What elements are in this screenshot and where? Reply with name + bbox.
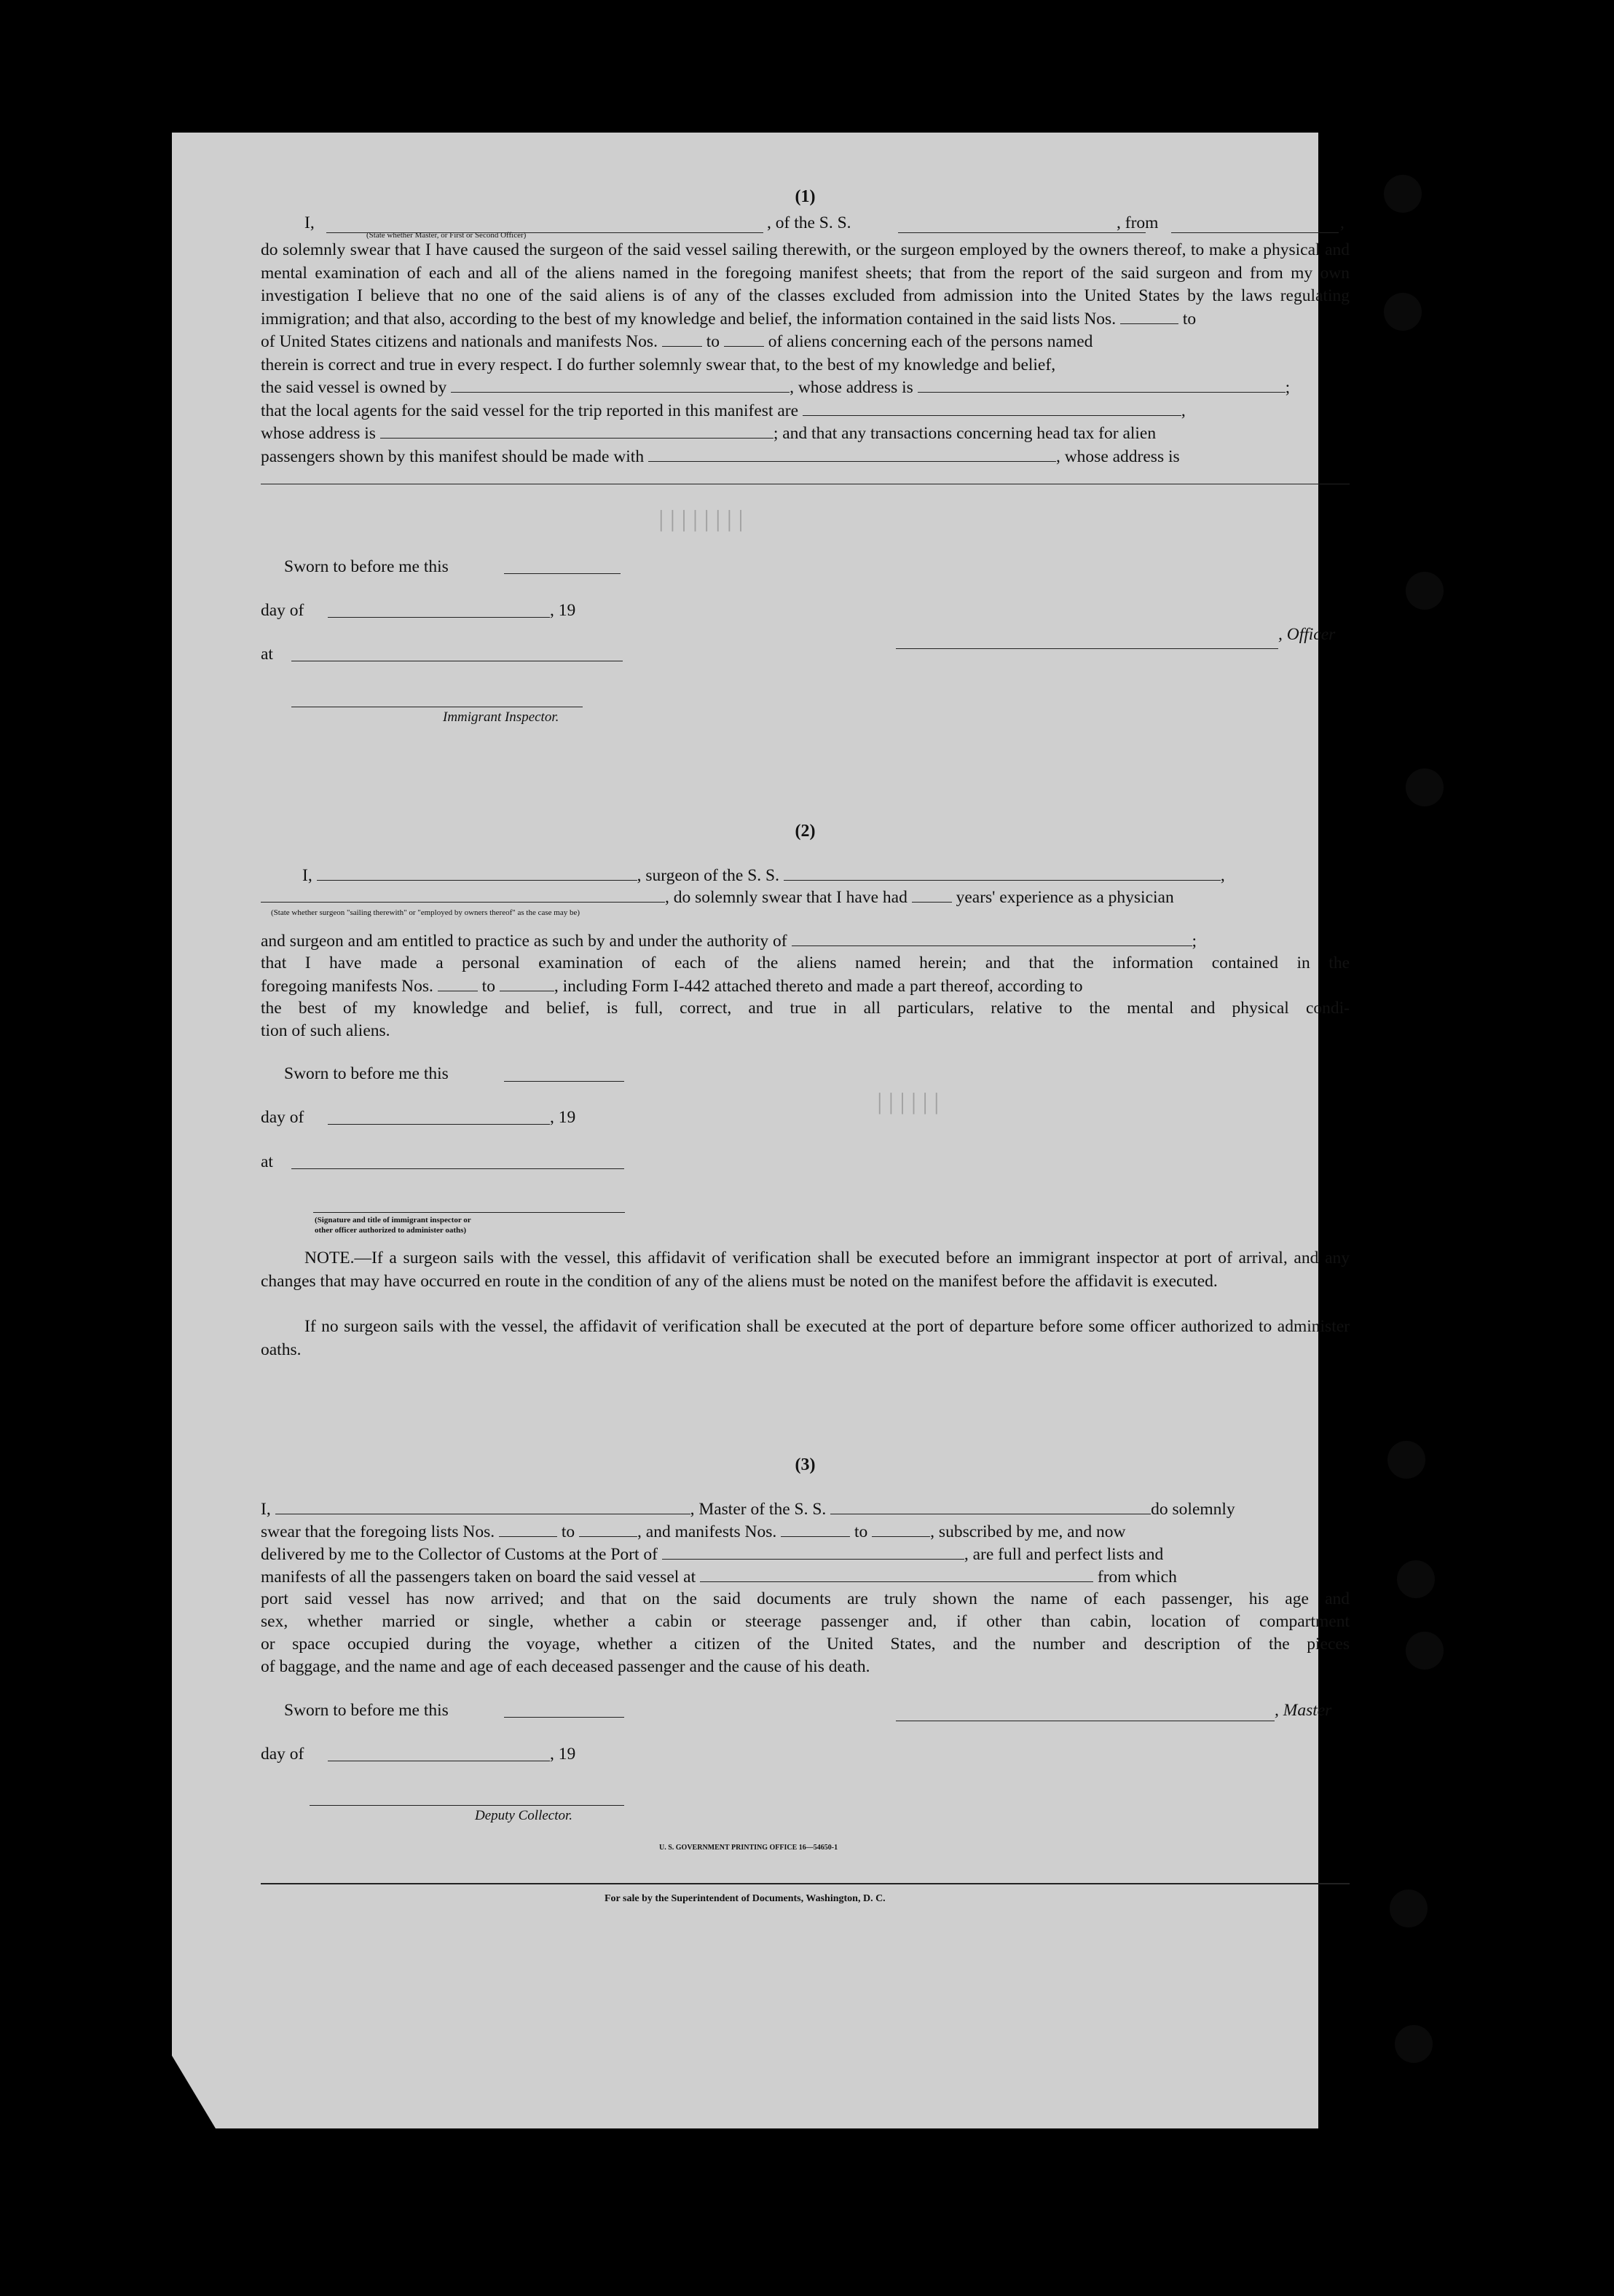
head-tax-party-field[interactable] [648,447,1056,462]
port-field[interactable] [662,1544,964,1560]
line: whose address is ; and that any transactions concerning head tax for alien [261,424,1157,443]
sworn-date-field[interactable] [504,573,621,574]
surgeon-status-field[interactable] [261,887,665,903]
note-paragraph: NOTE.—If a surgeon sails with the vessel, this affidavit of verification shall be executed before an immigrant inspector at port of arrival, and any changes that may have occurred en route in the condition of any of the aliens must be noted on the manifest before the affidavit is executed. [261,1249,1350,1291]
departure-port-field[interactable] [1171,218,1339,233]
line: therein is correct and true in every respect. I do further solemnly swear that, to the best of my knowledge and belief, [261,355,1056,374]
vessel-name-field[interactable] [898,218,1146,233]
oath-paragraph: do solemnly swear that I have caused the surgeon of the said vessel sailing therewith, or the surgeon employed by the owners thereof, to make a physical and mental examination of each and all of the aliens named in the foregoing manifest sheets; that from the report of the said surgeon and from my own investigation I believe that no one of the said aliens is of any of the classes excluded from admission into the United States by the laws regulating immigration; and that also, according to the best of my knowledge and belief, the information contained in the said lists Nos. to [261,240,1350,329]
surgeon-manifest-to-field[interactable] [500,976,554,991]
section-number: (2) [795,822,816,841]
deputy-signature-line[interactable] [310,1805,624,1806]
manifests-from-field[interactable] [781,1522,850,1537]
bleed-through: ││││││ [874,1093,942,1114]
years-experience-field[interactable] [912,887,952,903]
day-field[interactable] [328,617,550,618]
sworn-label: Sworn to before me this [284,1701,449,1720]
master-name-field[interactable] [275,1499,690,1514]
line: of baggage, and the name and age of each deceased passenger and the cause of his death. [261,1657,870,1676]
officer-name-field[interactable] [326,218,763,233]
owner-field[interactable] [451,377,790,393]
inspector-signature-line[interactable] [313,1212,625,1213]
bleed-through: ││││││││ [656,510,747,532]
section-number: (1) [795,187,816,206]
binder-hole [1406,572,1444,610]
line: I, , surgeon of the S. S. , [302,866,1225,885]
line: that the local agents for the said vessel for the trip reported in this manifest are , [261,401,1186,420]
boarding-port-field[interactable] [700,1567,1093,1582]
line: the said vessel is owned by , whose address is ; [261,378,1291,397]
local-agents-field[interactable] [803,401,1181,416]
line: or space occupied during the voyage, whether a citizen of the United States, and the number and description of the pieces [261,1635,1350,1654]
line: tion of such aliens. [261,1021,390,1040]
owner-address-field[interactable] [918,377,1286,393]
officer-signature-line[interactable] [896,648,1278,649]
lists-from-field[interactable] [1120,309,1178,324]
day-field[interactable] [328,1124,550,1125]
line: port said vessel has now arrived; and that on the said documents are truly shown the name of each passenger, his age and [261,1589,1350,1608]
at-field[interactable] [291,1168,624,1169]
note-paragraph: If no surgeon sails with the vessel, the affidavit of verification shall be executed at the port of departure before some officer authorized to administer oaths. [261,1317,1350,1359]
deputy-caption: Deputy Collector. [475,1808,573,1823]
line: passengers shown by this manifest should be made with , whose address is [261,447,1180,466]
field-note: (State whether surgeon "sailing therewith" or "employed by owners thereof" as the case may be) [271,908,580,917]
line: the best of my knowledge and belief, is full, correct, and true in all particulars, relative to the mental and physical condi- [261,999,1350,1018]
year-label: , 19 [550,1745,576,1764]
binder-hole [1390,1890,1428,1927]
surgeon-name-field[interactable] [317,865,637,881]
binder-hole [1387,1441,1425,1479]
sworn-label: Sworn to before me this [284,1064,449,1083]
line: and surgeon and am entitled to practice as such by and under the authority of ; [261,932,1197,951]
surgeon-manifest-from-field[interactable] [438,976,478,991]
head-tax-address-field[interactable] [261,469,1350,484]
sworn-label: Sworn to before me this [284,557,449,576]
manifests-to-field[interactable] [872,1522,930,1537]
lists-to-field[interactable] [579,1522,637,1537]
officer-label: , Officer [1278,625,1336,644]
sworn-date-field[interactable] [504,1081,624,1082]
binder-hole [1384,175,1422,213]
master-label: , Master [1275,1701,1332,1720]
line: that I have made a personal examination of each of the aliens named herein; and that the information contained in the [261,954,1350,972]
at-label: at [261,1152,273,1171]
line: I, , of the S. S. , from , [304,213,1345,232]
line [261,468,1350,492]
line: foregoing manifests Nos. to , including Form I-442 attached thereto and made a part thereof, according to [261,977,1083,996]
at-label: at [261,645,273,664]
signature-caption: (Signature and title of immigrant inspector or other officer authorized to administer oaths) [315,1216,471,1235]
line: , do solemnly swear that I have had years' experience as a physician [261,887,1174,908]
sale-notice: For sale by the Superintendent of Documents, Washington, D. C. [605,1893,886,1904]
oath-section-1 [261,186,1350,492]
manifest-to-field[interactable] [724,331,764,347]
binder-hole [1406,768,1444,806]
section-number: (3) [795,1455,816,1474]
year-label: , 19 [550,1108,576,1127]
day-label: day of [261,1745,304,1764]
line: swear that the foregoing lists Nos. to , and manifests Nos. to , subscribed by me, and now [261,1522,1126,1541]
manifest-from-field[interactable] [662,331,702,347]
binder-hole [1395,2025,1433,2063]
binder-hole [1406,1632,1444,1670]
binder-hole [1384,293,1422,331]
agents-address-field[interactable] [380,423,773,439]
binder-hole [1397,1560,1435,1598]
master-vessel-field[interactable] [830,1499,1151,1514]
day-label: day of [261,601,304,620]
line: I, , Master of the S. S. do solemnly [261,1500,1235,1519]
field-note: (State whether Master, or First or Second Officer) [366,231,527,240]
day-label: day of [261,1108,304,1127]
surgeon-vessel-field[interactable] [784,865,1221,881]
line: manifests of all the passengers taken on board the said vessel at from which [261,1568,1177,1587]
sworn-date-field[interactable] [504,1717,624,1718]
line: delivered by me to the Collector of Customs at the Port of , are full and perfect lists and [261,1545,1164,1564]
year-label: , 19 [550,601,576,620]
footer-rule [261,1883,1350,1884]
line: of United States citizens and nationals and manifests Nos. to of aliens concerning each of the persons named [261,332,1093,351]
inspector-caption: Immigrant Inspector. [443,709,559,725]
lists-from-field[interactable] [499,1522,557,1537]
line: sex, whether married or single, whether a cabin or steerage passenger and, if other than cabin, location of compartment [261,1612,1350,1631]
authority-field[interactable] [792,931,1192,946]
printing-office-imprint: U. S. GOVERNMENT PRINTING OFFICE 16—54650-1 [659,1844,838,1852]
